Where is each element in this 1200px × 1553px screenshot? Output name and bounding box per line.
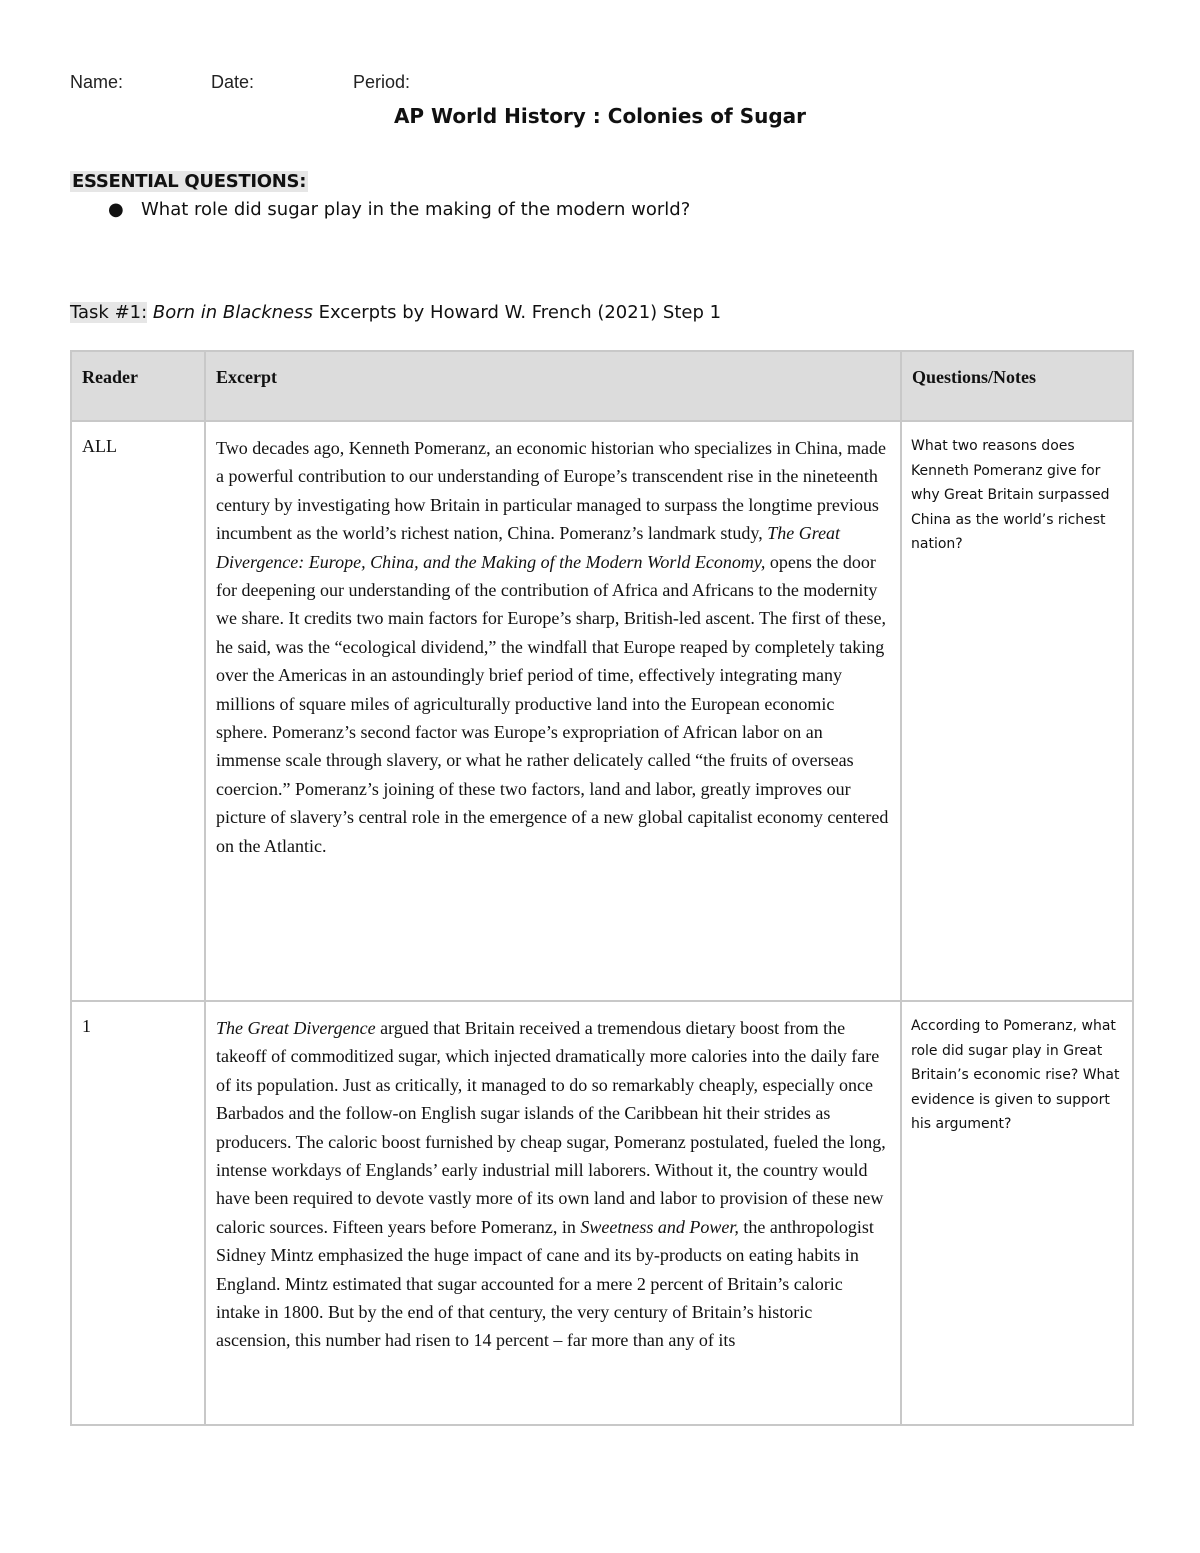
- date-label: Date:: [211, 72, 255, 92]
- excerpt-cell: Two decades ago, Kenneth Pomeranz, an economic historian who specializes in China, made a powerful contribution to our understanding of Europe’s transcendent rise in the nineteenth century by investigating how Britain in particular managed to surpass the longtime previous incumbent as the world’s richest nation, China. Pomeranz’s landmark study, The Great Divergence: Europe, China, and the Making of the Modern World Economy, opens the door for deepening our understanding of the contribution of Africa and Africans to the modernity we share. It credits two main factors for Europe’s sharp, British-led ascent. The first of these, he said, was the “ecological dividend,” the windfall that Europe reaped by completely taking over the Americas in an astoundingly brief period of time, effectively integrating many millions of square miles of agriculturally productive land into the European economic sphere. Pomeranz’s second factor was Europe’s expropriation of African labor on an immense scale through slavery, or what he rather delicately called “the fruits of overseas coercion.” Pomeranz’s joining of these two factors, land and labor, greatly improves our picture of slavery’s central role in the emergence of a new global capitalist economy centered on the Atlantic.: [205, 421, 901, 1001]
- book-title-italic: The Great Divergence: [216, 1018, 376, 1038]
- bullet-icon: ●: [108, 199, 124, 220]
- task-description: Excerpts by Howard W. French (2021) Step 1: [312, 302, 722, 323]
- task-label: Task #1:: [70, 302, 148, 323]
- reader-cell: 1: [71, 1001, 205, 1425]
- reader-cell: ALL: [71, 421, 205, 1001]
- book-title-italic: The Great Divergence: Europe, China, and the Making of the Modern World Economy,: [216, 523, 841, 572]
- period-label: Period:: [353, 72, 411, 92]
- task-book-title: Born in Blackness: [152, 302, 313, 323]
- task-heading: [70, 302, 721, 323]
- header-notes: Questions/Notes: [901, 351, 1133, 421]
- name-label: Name:: [70, 72, 124, 92]
- essential-questions-heading: ESSENTIAL QUESTIONS:: [72, 171, 307, 192]
- table-row: [71, 421, 1133, 1001]
- book-title-italic: Sweetness and Power,: [580, 1216, 739, 1237]
- notes-cell: What two reasons does Kenneth Pomeranz give for why Great Britain surpassed China as the world’s richest nation?: [901, 421, 1133, 1001]
- notes-cell: According to Pomeranz, what role did sugar play in Great Britain’s economic rise? What evidence is given to support his argument?: [901, 1001, 1133, 1425]
- excerpt-cell: The Great Divergence argued that Britain received a tremendous dietary boost from the takeoff of commoditized sugar, which injected dramatically more calories into the daily fare of its population. Just as critically, it managed to do so remarkably cheaply, especially once Barbados and the follow-on English sugar islands of the Caribbean hit their strides as producers. The caloric boost furnished by cheap sugar, Pomeranz postulated, fueled the long, intense workdays of Englands’ early industrial mill laborers. Without it, the country would have been required to devote vastly more of its own land and labor to provision of these new caloric sources. Fifteen years before Pomeranz, in Sweetness and Power, the anthropologist Sidney Mintz emphasized the huge impact of cane and its by-products on eating habits in England. Mintz estimated that sugar accounted for a mere 2 percent of Britain’s caloric intake in 1800. But by the end of that century, the very century of Britain’s historic ascension, this number had risen to 14 percent – far more than any of its: [205, 1001, 901, 1425]
- excerpts-table: [70, 350, 1134, 1426]
- page-title: AP World History : Colonies of Sugar: [393, 104, 807, 128]
- table-header-row: [71, 351, 1133, 421]
- header-excerpt: Excerpt: [205, 351, 901, 421]
- table-row: [71, 1001, 1133, 1425]
- header-reader: Reader: [71, 351, 205, 421]
- essential-question-text: What role did sugar play in the making of the modern world?: [141, 199, 691, 220]
